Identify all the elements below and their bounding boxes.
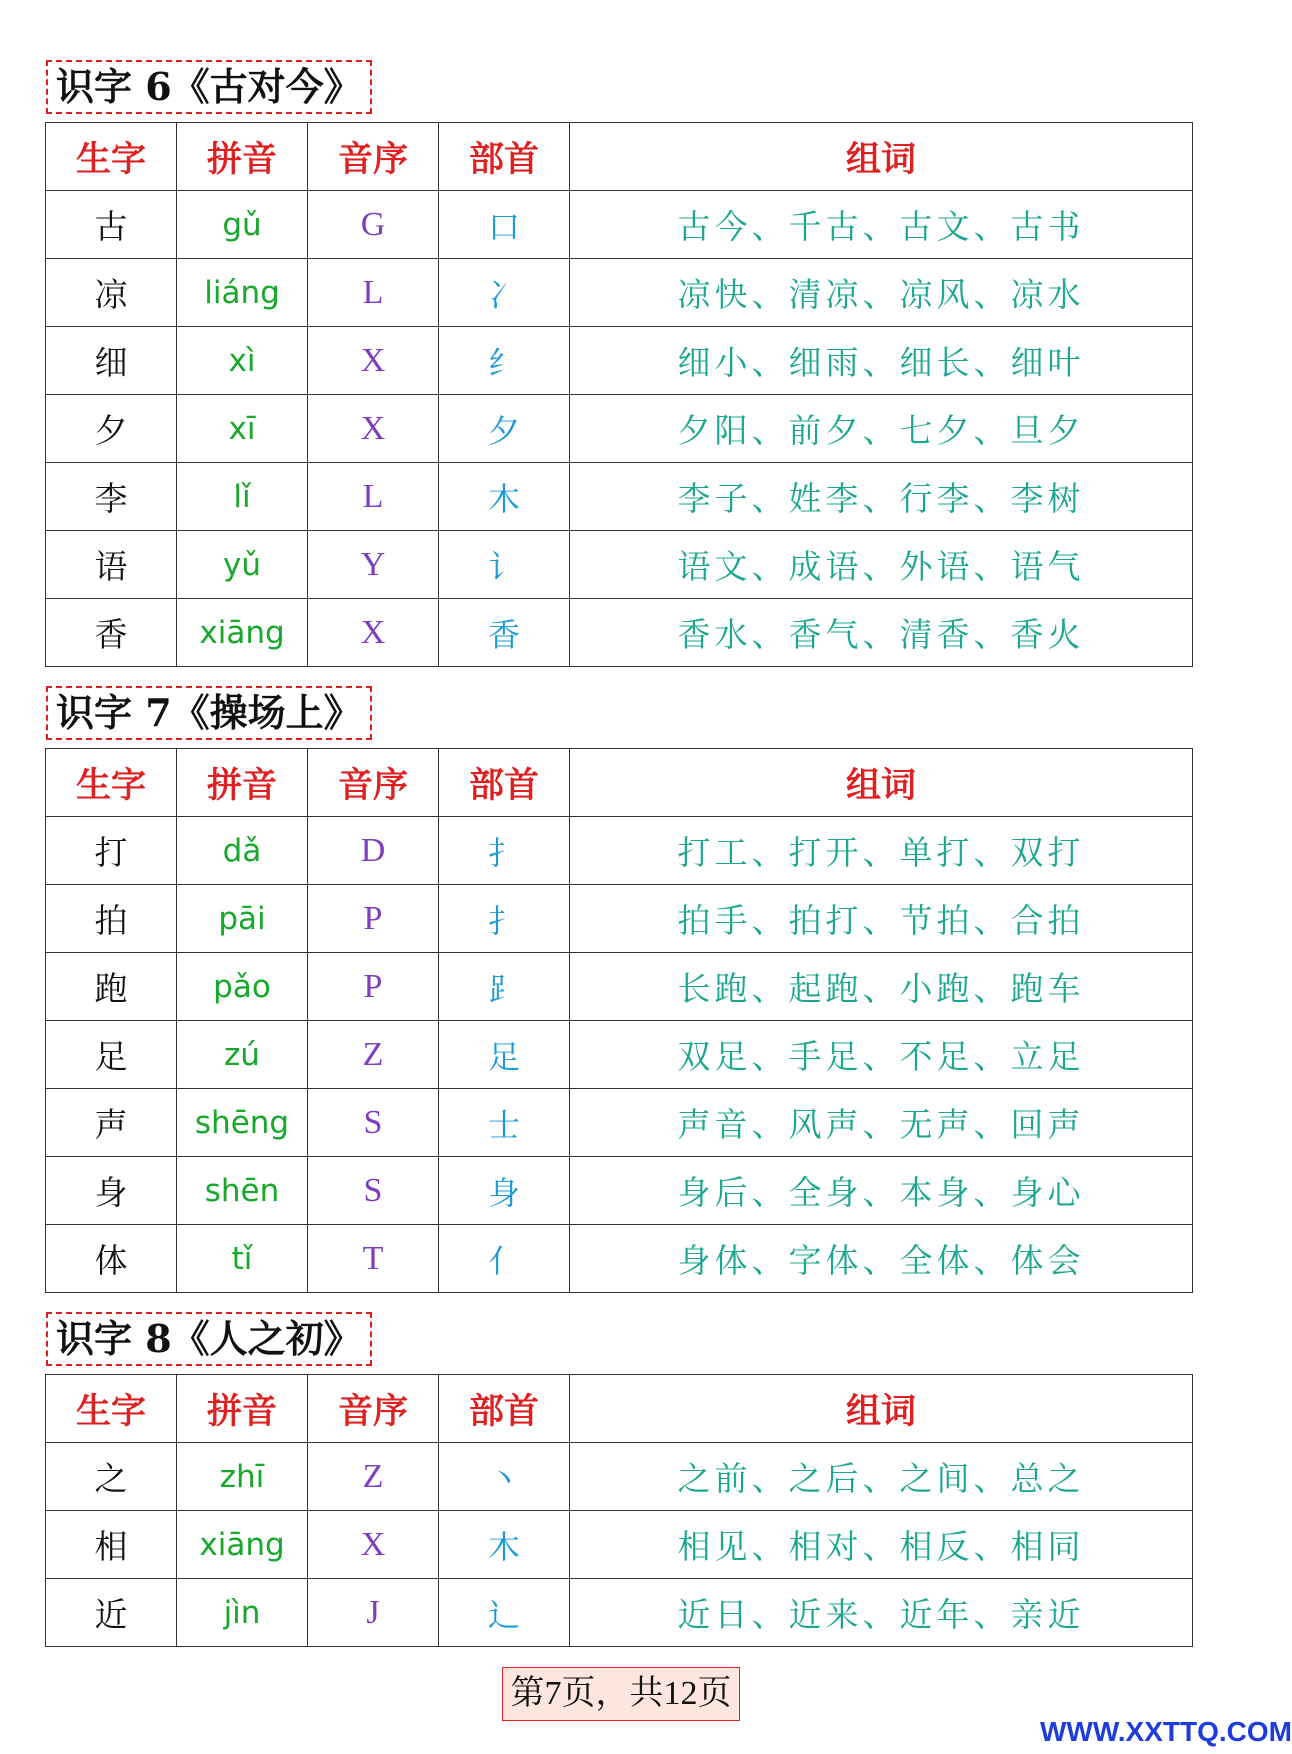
cell-char: 体 xyxy=(46,1225,177,1293)
cell-words: 香水、香气、清香、香火 xyxy=(570,599,1193,667)
cell-radical: 冫 xyxy=(439,259,570,327)
header-pinyin: 拼音 xyxy=(177,123,308,191)
cell-pinyin: tǐ xyxy=(177,1225,308,1293)
cell-words: 之前、之后、之间、总之 xyxy=(570,1443,1193,1511)
cell-words: 身体、字体、全体、体会 xyxy=(570,1225,1193,1293)
cell-order: D xyxy=(308,817,439,885)
table-row xyxy=(46,817,1193,885)
cell-char: 细 xyxy=(46,327,177,395)
cell-words: 双足、手足、不足、立足 xyxy=(570,1021,1193,1089)
cell-order: J xyxy=(308,1579,439,1647)
cell-order: Y xyxy=(308,531,439,599)
cell-char: 身 xyxy=(46,1157,177,1225)
table-row xyxy=(46,1443,1193,1511)
cell-radical: 身 xyxy=(439,1157,570,1225)
cell-pinyin: gǔ xyxy=(177,191,308,259)
table-row xyxy=(46,953,1193,1021)
char-table-1 xyxy=(45,122,1193,667)
table-header-row xyxy=(46,1375,1193,1443)
cell-char: 香 xyxy=(46,599,177,667)
cell-words: 长跑、起跑、小跑、跑车 xyxy=(570,953,1193,1021)
cell-words: 李子、姓李、行李、李树 xyxy=(570,463,1193,531)
cell-pinyin: zú xyxy=(177,1021,308,1089)
site-watermark: WWW.XXTTQ.COM xyxy=(1040,1716,1292,1747)
table-row xyxy=(46,1579,1193,1647)
table-row xyxy=(46,1225,1193,1293)
cell-order: X xyxy=(308,327,439,395)
cell-radical: 夕 xyxy=(439,395,570,463)
cell-order: L xyxy=(308,463,439,531)
cell-words: 细小、细雨、细长、细叶 xyxy=(570,327,1193,395)
header-char: 生字 xyxy=(46,1375,177,1443)
header-words: 组词 xyxy=(570,749,1193,817)
header-order: 音序 xyxy=(308,749,439,817)
cell-radical: 香 xyxy=(439,599,570,667)
cell-char: 之 xyxy=(46,1443,177,1511)
cell-pinyin: pāi xyxy=(177,885,308,953)
table-row xyxy=(46,1157,1193,1225)
table-row xyxy=(46,327,1193,395)
table-row xyxy=(46,599,1193,667)
cell-pinyin: lǐ xyxy=(177,463,308,531)
cell-pinyin: pǎo xyxy=(177,953,308,1021)
header-order: 音序 xyxy=(308,1375,439,1443)
table-row xyxy=(46,885,1193,953)
cell-order: L xyxy=(308,259,439,327)
char-table-3 xyxy=(45,1374,1193,1647)
cell-pinyin: xì xyxy=(177,327,308,395)
cell-words: 声音、风声、无声、回声 xyxy=(570,1089,1193,1157)
cell-words: 语文、成语、外语、语气 xyxy=(570,531,1193,599)
cell-words: 拍手、拍打、节拍、合拍 xyxy=(570,885,1193,953)
cell-radical: 扌 xyxy=(439,885,570,953)
cell-order: P xyxy=(308,953,439,1021)
cell-char: 语 xyxy=(46,531,177,599)
header-words: 组词 xyxy=(570,1375,1193,1443)
table-row xyxy=(46,1511,1193,1579)
cell-order: S xyxy=(308,1089,439,1157)
header-radical: 部首 xyxy=(439,1375,570,1443)
cell-order: X xyxy=(308,599,439,667)
cell-char: 相 xyxy=(46,1511,177,1579)
cell-char: 古 xyxy=(46,191,177,259)
cell-pinyin: shēn xyxy=(177,1157,308,1225)
cell-radical: 亻 xyxy=(439,1225,570,1293)
table-row xyxy=(46,531,1193,599)
header-order: 音序 xyxy=(308,123,439,191)
cell-radical: 丶 xyxy=(439,1443,570,1511)
header-pinyin: 拼音 xyxy=(177,1375,308,1443)
cell-char: 李 xyxy=(46,463,177,531)
cell-radical: 足 xyxy=(439,1021,570,1089)
cell-order: G xyxy=(308,191,439,259)
cell-char: 打 xyxy=(46,817,177,885)
cell-radical: 士 xyxy=(439,1089,570,1157)
table-header-row xyxy=(46,749,1193,817)
cell-order: Z xyxy=(308,1443,439,1511)
cell-radical: 辶 xyxy=(439,1579,570,1647)
char-table-2 xyxy=(45,748,1193,1293)
cell-char: 凉 xyxy=(46,259,177,327)
cell-pinyin: xiāng xyxy=(177,599,308,667)
cell-radical: ⻊ xyxy=(439,953,570,1021)
header-char: 生字 xyxy=(46,749,177,817)
cell-pinyin: zhī xyxy=(177,1443,308,1511)
section-title-2: 识字 7《操场上》 xyxy=(46,686,372,740)
cell-char: 声 xyxy=(46,1089,177,1157)
cell-char: 跑 xyxy=(46,953,177,1021)
table-row xyxy=(46,259,1193,327)
section-title-1: 识字 6《古对今》 xyxy=(46,60,372,114)
cell-char: 近 xyxy=(46,1579,177,1647)
cell-pinyin: shēng xyxy=(177,1089,308,1157)
cell-order: X xyxy=(308,395,439,463)
cell-words: 夕阳、前夕、七夕、旦夕 xyxy=(570,395,1193,463)
cell-pinyin: jìn xyxy=(177,1579,308,1647)
cell-order: X xyxy=(308,1511,439,1579)
cell-radical: 木 xyxy=(439,463,570,531)
cell-pinyin: xī xyxy=(177,395,308,463)
table-row xyxy=(46,395,1193,463)
cell-char: 足 xyxy=(46,1021,177,1089)
cell-pinyin: dǎ xyxy=(177,817,308,885)
section-title-3: 识字 8《人之初》 xyxy=(46,1312,372,1366)
cell-order: S xyxy=(308,1157,439,1225)
cell-pinyin: yǔ xyxy=(177,531,308,599)
cell-radical: 讠 xyxy=(439,531,570,599)
header-words: 组词 xyxy=(570,123,1193,191)
cell-char: 拍 xyxy=(46,885,177,953)
cell-radical: 口 xyxy=(439,191,570,259)
page-number-label: 第7页，共12页 xyxy=(502,1667,740,1721)
cell-radical: 纟 xyxy=(439,327,570,395)
cell-radical: 木 xyxy=(439,1511,570,1579)
table-row xyxy=(46,1089,1193,1157)
cell-words: 身后、全身、本身、身心 xyxy=(570,1157,1193,1225)
header-char: 生字 xyxy=(46,123,177,191)
cell-order: T xyxy=(308,1225,439,1293)
cell-pinyin: liáng xyxy=(177,259,308,327)
cell-words: 近日、近来、近年、亲近 xyxy=(570,1579,1193,1647)
cell-order: Z xyxy=(308,1021,439,1089)
cell-words: 凉快、清凉、凉风、凉水 xyxy=(570,259,1193,327)
cell-words: 古今、千古、古文、古书 xyxy=(570,191,1193,259)
table-row xyxy=(46,191,1193,259)
cell-order: P xyxy=(308,885,439,953)
header-radical: 部首 xyxy=(439,749,570,817)
table-row xyxy=(46,1021,1193,1089)
cell-pinyin: xiāng xyxy=(177,1511,308,1579)
table-header-row xyxy=(46,123,1193,191)
cell-radical: 扌 xyxy=(439,817,570,885)
cell-words: 相见、相对、相反、相同 xyxy=(570,1511,1193,1579)
table-row xyxy=(46,463,1193,531)
header-pinyin: 拼音 xyxy=(177,749,308,817)
cell-words: 打工、打开、单打、双打 xyxy=(570,817,1193,885)
header-radical: 部首 xyxy=(439,123,570,191)
cell-char: 夕 xyxy=(46,395,177,463)
